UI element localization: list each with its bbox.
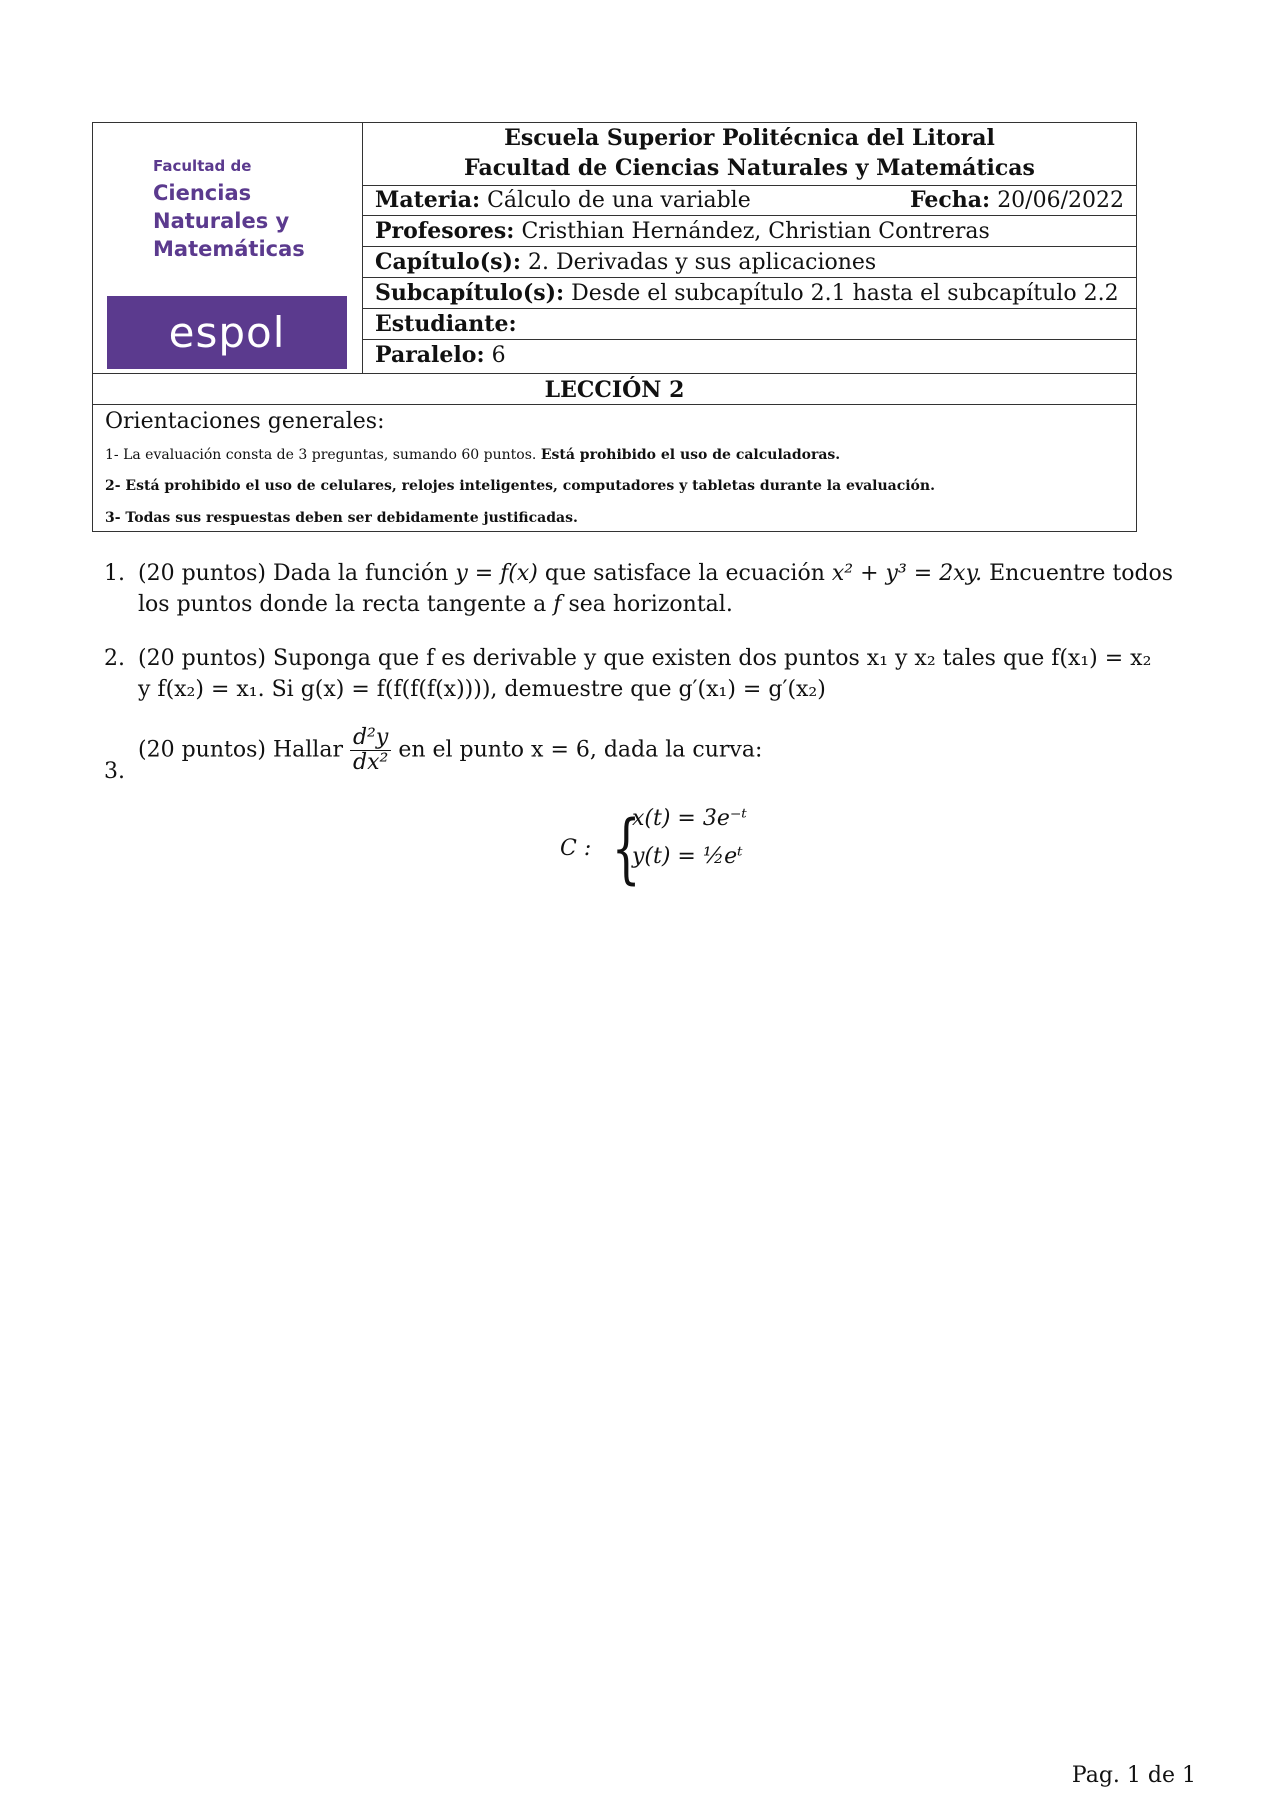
page-number: Pag. 1 de 1	[1071, 1763, 1196, 1788]
paralelo-value: 6	[491, 343, 506, 368]
faculty-name: Facultad de Ciencias Naturales y Matemáticas	[464, 155, 1035, 181]
institution-title	[363, 123, 1136, 186]
q2-line-1: Suponga que f es derivable y que existen dos puntos x₁ y x₂ tales que f(x₁) = x₂	[272, 646, 1152, 671]
orientacion-2: 2- Está prohibido el uso de celulares, relojes inteligentes, computadores y tabletas durante la evaluación.	[105, 478, 935, 494]
q2-line-2: y f(x₂) = x₁. Si g(x) = f(f(f(f(x)))), demuestre que g′(x₁) = g′(x₂)	[138, 677, 826, 702]
logo-faculty-name: Ciencias Naturales y Matemáticas	[153, 181, 305, 261]
leccion-title: LECCIÓN 2	[93, 373, 1136, 405]
orientaciones-title: Orientaciones generales:	[105, 409, 385, 434]
materia-row: Materia: Cálculo de una variable Fecha: 20/06/2022	[363, 185, 1136, 216]
brace-icon: {	[611, 803, 641, 892]
capitulo-value: 2. Derivadas y sus aplicaciones	[528, 250, 877, 275]
curve-eq-x: x(t) = 3e⁻ᵗ	[632, 806, 747, 831]
curve-label: C :	[560, 836, 592, 861]
logo-cell	[93, 123, 363, 373]
q1-equation: x² + y³ = 2xy.	[831, 561, 983, 586]
espol-logo: espol	[107, 296, 347, 369]
question-1: 1. (20 puntos) Dada la función y = f(x) que satisface la ecuación x² + y³ = 2xy. Encuentre todos los puntos donde la recta tangente a f sea horizontal.	[104, 561, 1174, 617]
capitulo-row: Capítulo(s): 2. Derivadas y sus aplicaciones	[363, 247, 1136, 278]
fecha-field: Fecha: 20/06/2022	[910, 187, 1124, 213]
profesores-row: Profesores: Cristhian Hernández, Christian Contreras	[363, 216, 1136, 247]
subcapitulo-row: Subcapítulo(s): Desde el subcapítulo 2.1 hasta el subcapítulo 2.2	[363, 278, 1136, 309]
profesores-value: Cristhian Hernández, Christian Contreras	[521, 219, 990, 244]
exam-info	[363, 123, 1136, 373]
materia-value: Cálculo de una variable	[487, 188, 751, 213]
exam-header	[92, 122, 1137, 532]
question-3: 3. (20 puntos) Hallar $\frac{\text{d²y}}{\text{dx²}}$ en el punto x = 6, dada la curva:	[104, 725, 763, 784]
school-name: Escuela Superior Politécnica del Litoral	[504, 125, 995, 151]
q1-function-expr: y = f(x)	[455, 561, 538, 586]
fecha-value: 20/06/2022	[997, 188, 1124, 213]
second-derivative-fraction: $\frac{\text{d²y}}{\text{dx²}}$	[350, 726, 391, 775]
subcapitulo-value: Desde el subcapítulo 2.1 hasta el subcapítulo 2.2	[571, 281, 1119, 306]
orientacion-3: 3- Todas sus respuestas deben ser debidamente justificadas.	[105, 510, 578, 526]
curve-eq-y: y(t) = ½eᵗ	[632, 844, 743, 869]
logo-faculty-small: Facultad de	[153, 157, 252, 175]
question-2: 2. (20 puntos) Suponga que f es derivable y que existen dos puntos x₁ y x₂ tales que f(x₁) = x₂ y f(x₂) = x₁. Si g(x) = f(f(f(f(x)))), demuestre que g′(x₁) = g′(x₂)	[104, 646, 1152, 702]
paralelo-row: Paralelo: 6	[375, 342, 506, 368]
orientacion-1: 1- La evaluación consta de 3 preguntas, sumando 60 puntos. Está prohibido el uso de calculadoras.	[105, 447, 841, 463]
estudiante-row: Estudiante:	[363, 309, 1136, 340]
